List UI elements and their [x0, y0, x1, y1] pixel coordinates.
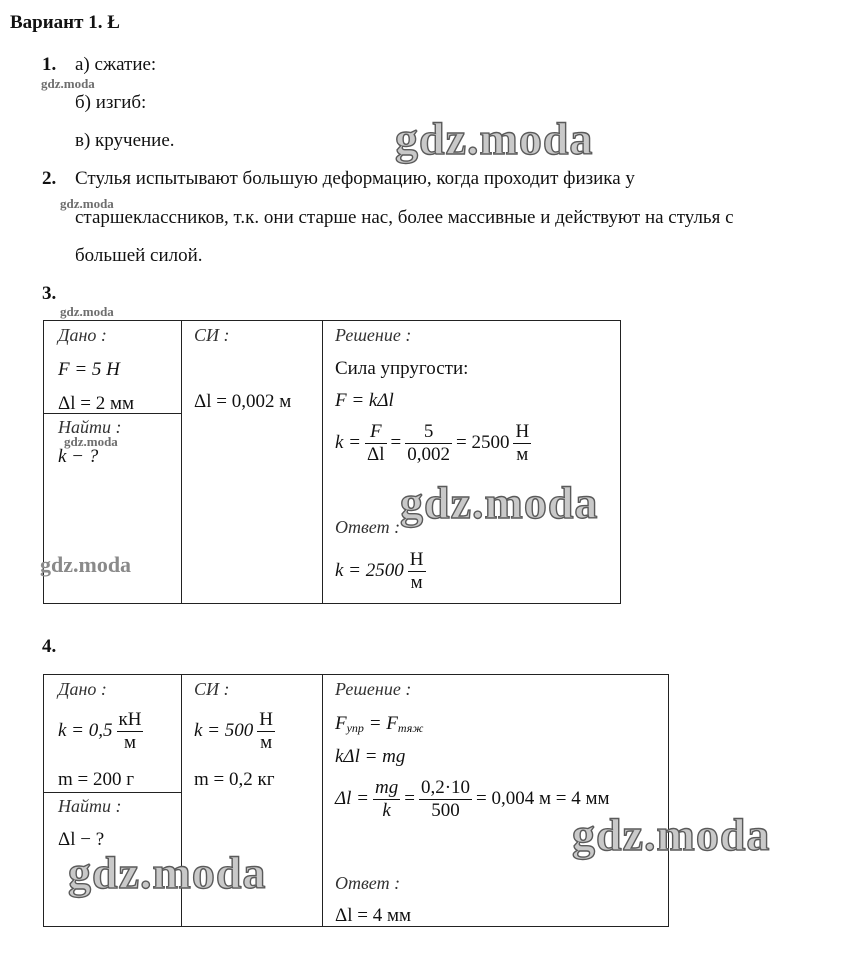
task-1-line-a: а) сжатие: [75, 54, 157, 75]
given-mass: m = 200 г [58, 769, 135, 790]
task-3-solution-table [40, 320, 621, 604]
si-deformation: Δl = 0,002 м [194, 391, 292, 412]
answer-value: Δl = 4 мм [335, 905, 412, 926]
si-stiffness: k = 500 $\frac{Н}{м}$ [194, 709, 273, 753]
task-3-number: 3. [42, 283, 57, 304]
watermark-small: gdz.moda [64, 434, 118, 449]
page-title: Вариант 1. Ł [10, 12, 120, 33]
find-label: Найти : [58, 417, 122, 437]
solution-intro: Сила упругости: [335, 358, 469, 379]
watermark-big: gdz.moda [400, 477, 599, 528]
solution-formula: F = kΔl [335, 390, 394, 411]
task-1-line-b: б) изгиб: [75, 92, 147, 113]
given-deformation: Δl = 2 мм [58, 393, 135, 414]
task-2-line-3: большей силой. [75, 245, 203, 266]
find-label: Найти : [58, 796, 122, 816]
answer-label: Ответ : [335, 517, 401, 537]
task-1-number: 1. [42, 54, 57, 75]
given-label: Дано : [58, 679, 107, 699]
si-mass: m = 0,2 кг [194, 769, 275, 790]
task-3-si-cell [182, 321, 323, 604]
task-2-number: 2. [42, 168, 57, 189]
task-4-number: 4. [42, 636, 57, 657]
solution-equation-2: kΔl = mg [335, 746, 406, 767]
watermark-big: gdz.moda [572, 809, 771, 860]
task-3-solution-cell [323, 321, 621, 604]
given-force: F = 5 Н [58, 359, 120, 380]
watermark-big: gdz.moda [68, 847, 267, 898]
solution-equation-1: $F_{упр} = F_{тяж}$ [335, 713, 424, 735]
task-4-given-cell [44, 675, 182, 793]
find-value: k − ? [58, 446, 99, 467]
task-3-find-cell [40, 414, 182, 604]
si-label: СИ : [194, 325, 230, 345]
watermark-mid: gdz.moda [40, 552, 132, 577]
solution-calculation: Δl = $\frac{mg}{k}$ = $\frac{0,2\cdot 10}{500}$ = 0,004 м = 4 мм [335, 777, 610, 821]
given-stiffness: k = 0,5 $\frac{кН}{м}$ [58, 709, 142, 753]
given-label: Дано : [58, 325, 107, 345]
watermark-small: gdz.moda [60, 304, 114, 319]
watermark-big: gdz.moda [395, 113, 594, 164]
task-2-line-2: старшеклассников, т.к. они старше нас, более массивные и действуют на стулья с [75, 207, 734, 228]
watermark-small: gdz.moda [60, 196, 114, 211]
task-3-given-cell [44, 321, 182, 414]
solution-label: Решение : [335, 679, 412, 699]
find-value: Δl − ? [58, 829, 105, 850]
task-4-solution-cell [323, 675, 669, 927]
si-label: СИ : [194, 679, 230, 699]
watermark-small: gdz.moda [41, 76, 95, 91]
task-1-line-c: в) кручение. [75, 130, 175, 151]
solution-label: Решение : [335, 325, 412, 345]
task-2-line-1: Стулья испытывают большую деформацию, когда проходит физика у [75, 168, 635, 189]
answer-label: Ответ : [335, 873, 401, 893]
solution-calculation: k = $\frac{F}{\Delta l}$ = $\frac{5}{0,002}$ = 2500 $\frac{Н}{м}$ [335, 421, 530, 465]
answer-value: k = 2500 $\frac{Н}{м}$ [335, 549, 424, 593]
